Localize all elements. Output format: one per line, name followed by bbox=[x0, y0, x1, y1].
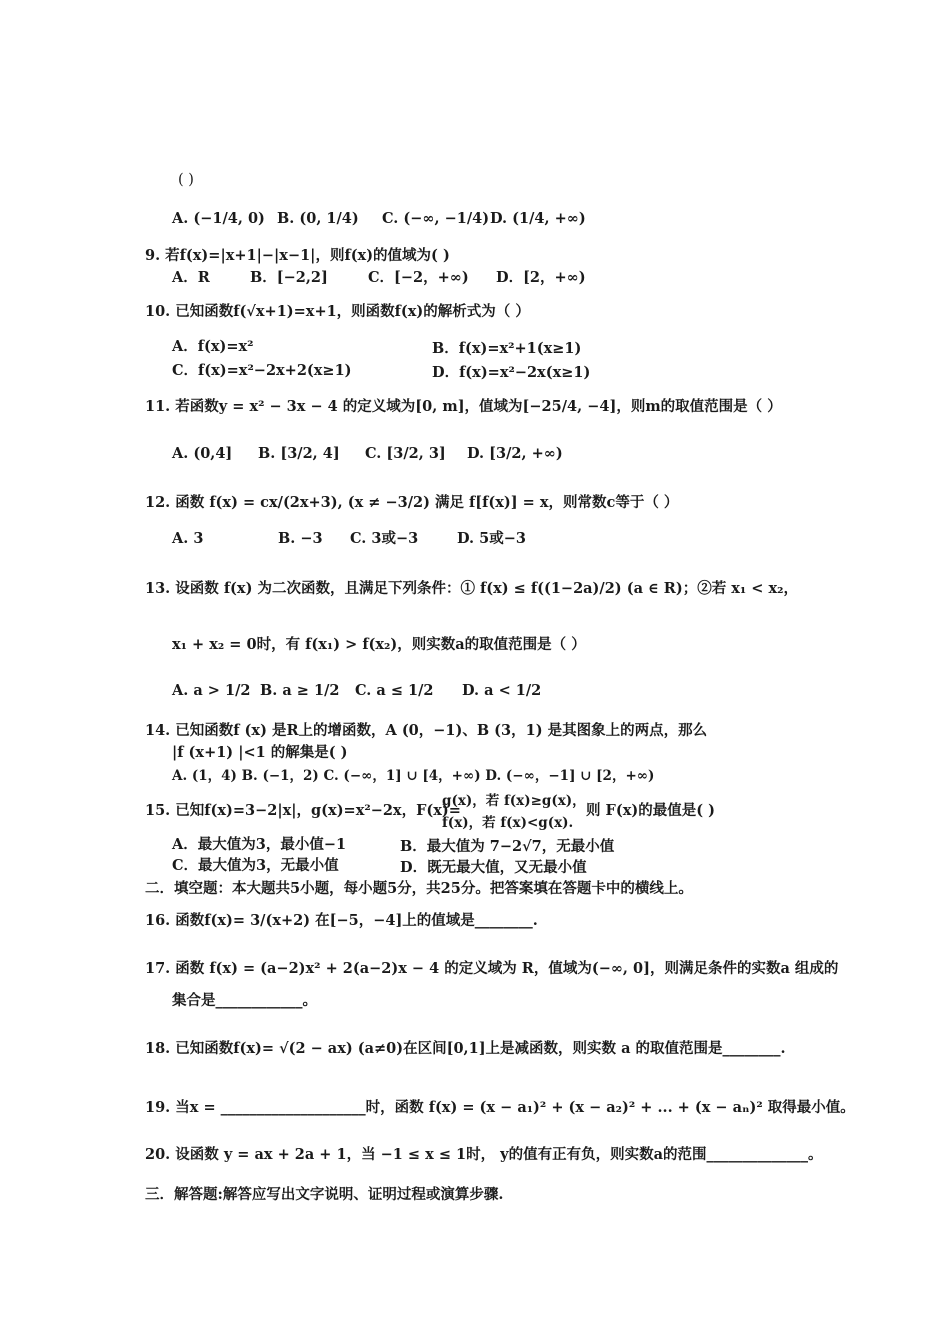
q8-option-b-label: B. bbox=[277, 210, 295, 227]
q8-option-c-text: (−∞, −1/4) bbox=[403, 210, 490, 227]
q9-option-a: A．R bbox=[172, 269, 210, 286]
q8-option-b bbox=[277, 210, 359, 228]
q15-stem: 15. 已知f(x)=3−2|x|，g(x)=x²−2x，F(x)= bbox=[145, 802, 461, 819]
q13-option-d: D. a < 1/2 bbox=[462, 682, 542, 699]
q10-option-b: B．f(x)=x²+1(x≥1) bbox=[432, 340, 582, 357]
q10-option-c: C．f(x)=x²−2x+2(x≥1) bbox=[172, 362, 352, 379]
q12-option-a: A. 3 bbox=[172, 530, 204, 547]
q8-option-d-label: D. bbox=[490, 210, 508, 227]
q13-option-b: B. a ≥ 1/2 bbox=[260, 682, 340, 699]
q10-option-d: D．f(x)=x²−2x(x≥1) bbox=[432, 364, 591, 381]
q11-option-a: A. (0,4] bbox=[172, 445, 233, 462]
q18: 18. 已知函数f(x)= √(2 − ax) (a≠0)在区间[0,1]上是减函数，则实数 a 的取值范围是________. bbox=[145, 1040, 786, 1057]
q12-stem: 12. 函数 f(x) = cx/(2x+3), (x ≠ −3/2) 满足 f[f(x)] = x，则常数c等于（ ） bbox=[145, 494, 679, 511]
q11-stem: 11. 若函数y = x² − 3x − 4 的定义域为[0, m]，值域为[−25/4, −4]，则m的取值范围是（ ） bbox=[145, 398, 782, 415]
q11-option-d: D. [3/2, +∞) bbox=[467, 445, 563, 462]
section-3-heading: 三．解答题:解答应写出文字说明、证明过程或演算步骤. bbox=[145, 1186, 504, 1203]
q9-stem: 9. 若f(x)=|x+1|−|x−1|，则f(x)的值域为( ) bbox=[145, 247, 450, 264]
q8-option-d bbox=[490, 210, 586, 228]
q16: 16. 函数f(x)= 3/(x+2) 在[−5，−4]上的值域是________. bbox=[145, 912, 538, 929]
q8-option-a-text: (−1/4, 0) bbox=[193, 210, 265, 227]
q10-option-a: A．f(x)=x² bbox=[172, 338, 254, 355]
q15-case-2: f(x)，若 f(x)<g(x). bbox=[442, 815, 574, 831]
q15-option-d: D．既无最大值，又无最小值 bbox=[400, 859, 587, 876]
q19: 19. 当x = ____________________时，函数 f(x) = (x − a₁)² + (x − a₂)² + ... + (x − aₙ)² 取得最小值。 bbox=[145, 1099, 855, 1116]
q11-option-b: B. [3/2, 4] bbox=[258, 445, 340, 462]
q9-option-c: C．[−2，+∞) bbox=[368, 269, 469, 286]
q14-options: A. (1，4) B. (−1，2) C. (−∞，1] ∪ [4，+∞) D. (−∞，−1] ∪ [2，+∞) bbox=[172, 768, 655, 784]
q15-option-a: A．最大值为3，最小值−1 bbox=[172, 836, 347, 853]
q17-stem-line1: 17. 函数 f(x) = (a−2)x² + 2(a−2)x − 4 的定义域为 R，值域为(−∞, 0]，则满足条件的实数a 组成的 bbox=[145, 960, 839, 977]
q8-option-c bbox=[382, 210, 489, 228]
section-2-heading: 二．填空题：本大题共5小题，每小题5分，共25分。把答案填在答题卡中的横线上。 bbox=[145, 880, 693, 897]
q12-option-d: D. 5或−3 bbox=[457, 530, 526, 547]
q8-option-a-label: A. bbox=[172, 210, 189, 227]
q11-option-c: C. [3/2, 3] bbox=[365, 445, 446, 462]
q8-option-c-label: C. bbox=[382, 210, 399, 227]
q13-option-c: C. a ≤ 1/2 bbox=[355, 682, 434, 699]
q15-tail: 则 F(x)的最值是( ) bbox=[586, 802, 715, 819]
q9-option-d: D．[2，+∞) bbox=[496, 269, 586, 286]
q17-stem-line2: 集合是____________。 bbox=[172, 992, 317, 1009]
q14-stem-line2: |f (x+1) |<1 的解集是( ) bbox=[172, 744, 348, 761]
q10-stem: 10. 已知函数f(√x+1)=x+1，则函数f(x)的解析式为（ ） bbox=[145, 303, 530, 320]
q8-option-b-text: (0, 1/4) bbox=[299, 210, 359, 227]
q13-option-a: A. a > 1/2 bbox=[172, 682, 251, 699]
q8-paren: ( ) bbox=[178, 172, 194, 188]
q12-option-b: B. −3 bbox=[278, 530, 323, 547]
q14-stem-line1: 14. 已知函数f (x) 是R上的增函数，A (0，−1)、B (3，1) 是其图象上的两点，那么 bbox=[145, 722, 708, 739]
q15-option-c: C．最大值为3，无最小值 bbox=[172, 857, 339, 874]
q20: 20. 设函数 y = ax + 2a + 1，当 −1 ≤ x ≤ 1时， y的值有正有负，则实数a的范围______________。 bbox=[145, 1146, 823, 1163]
q15-case-1: g(x)，若 f(x)≥g(x)， bbox=[442, 793, 586, 809]
q12-option-c: C. 3或−3 bbox=[350, 530, 419, 547]
q8-option-a bbox=[172, 210, 265, 228]
q13-stem-line1: 13. 设函数 f(x) 为二次函数，且满足下列条件：① f(x) ≤ f((1−2a)/2) (a ∈ R)；②若 x₁ < x₂， bbox=[145, 580, 798, 597]
q9-option-b: B．[−2,2] bbox=[250, 269, 328, 286]
q15-option-b: B．最大值为 7−2√7，无最小值 bbox=[400, 838, 615, 855]
q13-stem-line2: x₁ + x₂ = 0时，有 f(x₁) > f(x₂)，则实数a的取值范围是（ ） bbox=[172, 636, 586, 653]
q8-option-d-text: (1/4, +∞) bbox=[512, 210, 586, 227]
